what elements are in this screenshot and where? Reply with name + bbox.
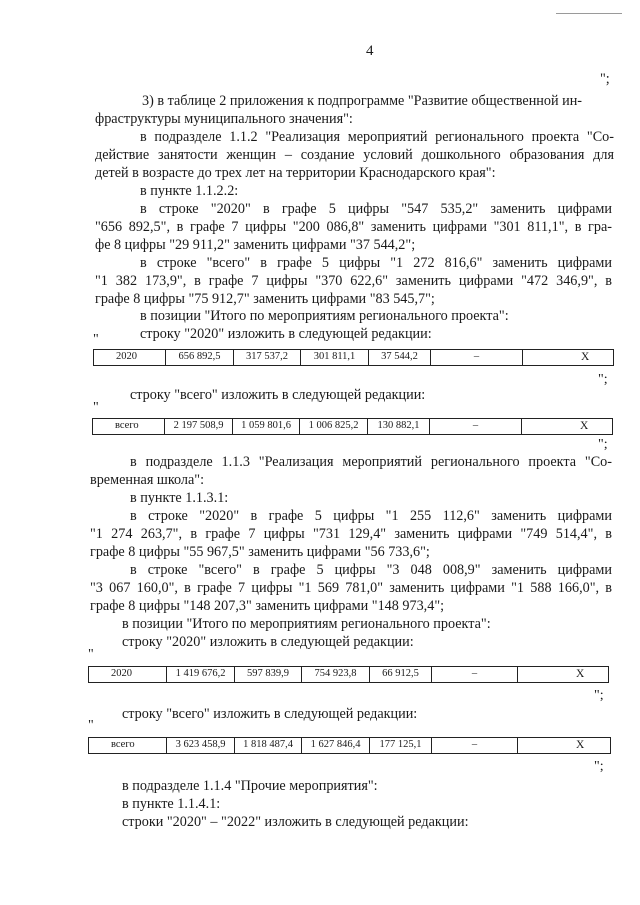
page-number: 4	[366, 43, 374, 59]
text-line: в строке "всего" в графе 5 цифры "3 048 008,9" заменить цифрами	[130, 562, 612, 578]
table-cell: –	[431, 350, 523, 366]
open-quote: "	[88, 718, 94, 733]
table-cell: 3 623 458,9	[167, 738, 235, 754]
table-cell: 1 059 801,6	[233, 419, 300, 435]
text-line: графе 8 цифры "148 207,3" заменить цифрами "148 973,4";	[90, 598, 445, 614]
table-cell: 66 912,5	[370, 667, 432, 683]
table-cell: 1 627 846,4	[302, 738, 370, 754]
top-rule	[556, 13, 622, 14]
table-row	[93, 419, 613, 435]
table-cell: 754 923,8	[302, 667, 370, 683]
table-cell: X	[522, 419, 613, 435]
text-line: строку "всего" изложить в следующей редакции:	[130, 387, 426, 403]
text-line: в подразделе 1.1.3 "Реализация мероприятий регионального проекта "Со-	[130, 454, 612, 470]
table-cell: 301 811,1	[301, 350, 369, 366]
text-line: "656 892,5", в графе 7 цифры "200 086,8" заменить цифрами "301 811,1", в гра-	[95, 219, 612, 235]
text-line: в позиции "Итого по мероприятиям регионального проекта":	[140, 308, 509, 324]
table-cell: 597 839,9	[235, 667, 302, 683]
table-cell: 1 419 676,2	[167, 667, 235, 683]
table-cell: –	[430, 419, 522, 435]
table-cell: X	[518, 738, 611, 754]
text-line: графе 8 цифры "75 912,7" заменить цифрами "83 545,7";	[95, 291, 435, 307]
text-line: 3) в таблице 2 приложения к подпрограмме "Развитие общественной ин-	[142, 93, 583, 109]
table-cell: X	[518, 667, 609, 683]
table-cell: всего	[89, 738, 167, 754]
open-quote: "	[88, 647, 94, 662]
table-cell: 656 892,5	[166, 350, 234, 366]
table-cell: X	[523, 350, 614, 366]
open-quote: "	[93, 400, 99, 415]
table-cell: 1 818 487,4	[235, 738, 302, 754]
table-cell: 130 882,1	[368, 419, 430, 435]
text-line: "3 067 160,0", в графе 7 цифры "1 569 781,0" заменить цифрами "1 588 166,0", в	[90, 580, 612, 596]
text-line: "1 382 173,9", в графе 7 цифры "370 622,6" заменить цифрами "472 346,9", в	[95, 273, 612, 289]
table-cell: 317 537,2	[234, 350, 301, 366]
text-line: строку "2020" изложить в следующей редакции:	[122, 634, 414, 650]
text-line: строку "2020" изложить в следующей редакции:	[140, 326, 432, 342]
text-line: "1 274 263,7", в графе 7 цифры "731 129,4" заменить цифрами "749 514,4", в	[90, 526, 612, 542]
text-line: действие занятости женщин – создание условий дошкольного образования для	[95, 147, 614, 163]
text-line: в подразделе 1.1.2 "Реализация мероприятий регионального проекта "Со-	[140, 129, 614, 145]
text-line: детей в возрасте до трех лет на территории Краснодарского края":	[95, 165, 496, 181]
table-row	[89, 667, 609, 683]
open-quote: "	[93, 332, 99, 347]
text-line: временная школа":	[90, 472, 205, 488]
close-quote: ";	[598, 437, 608, 452]
table-cell: 2020	[94, 350, 166, 366]
replacement-row-2020	[88, 666, 609, 683]
table-cell: 2020	[89, 667, 167, 683]
text-line: в подразделе 1.1.4 "Прочие мероприятия":	[122, 778, 378, 794]
text-line: фе 8 цифры "29 911,2" заменить цифрами "37 544,2";	[95, 237, 416, 253]
text-line: в строке "2020" в графе 5 цифры "1 255 112,6" заменить цифрами	[130, 508, 612, 524]
text-line: в пункте 1.1.3.1:	[130, 490, 229, 506]
text-line: графе 8 цифры "55 967,5" заменить цифрами "56 733,6";	[90, 544, 430, 560]
text-line: ";	[600, 71, 610, 87]
table-row	[94, 350, 614, 366]
text-line: в пункте 1.1.4.1:	[122, 796, 221, 812]
replacement-row-total	[92, 418, 613, 435]
text-line: строку "всего" изложить в следующей редакции:	[122, 706, 418, 722]
table-cell: 177 125,1	[370, 738, 432, 754]
table-cell: всего	[93, 419, 165, 435]
replacement-row-total	[88, 737, 611, 754]
replacement-row-2020	[93, 349, 614, 366]
table-cell: –	[432, 738, 518, 754]
table-cell: 1 006 825,2	[300, 419, 368, 435]
text-line: в строке "2020" в графе 5 цифры "547 535,2" заменить цифрами	[140, 201, 612, 217]
text-line: в позиции "Итого по мероприятиям регионального проекта":	[122, 616, 491, 632]
text-line: в строке "всего" в графе 5 цифры "1 272 816,6" заменить цифрами	[140, 255, 612, 271]
text-line: фраструктуры муниципального значения":	[95, 111, 353, 127]
close-quote: ";	[594, 759, 604, 774]
close-quote: ";	[594, 688, 604, 703]
table-cell: 37 544,2	[369, 350, 431, 366]
text-line: в пункте 1.1.2.2:	[140, 183, 239, 199]
table-cell: 2 197 508,9	[165, 419, 233, 435]
table-cell: –	[432, 667, 518, 683]
table-row	[89, 738, 611, 754]
text-line: строки "2020" – "2022" изложить в следующей редакции:	[122, 814, 469, 830]
close-quote: ";	[598, 372, 608, 387]
